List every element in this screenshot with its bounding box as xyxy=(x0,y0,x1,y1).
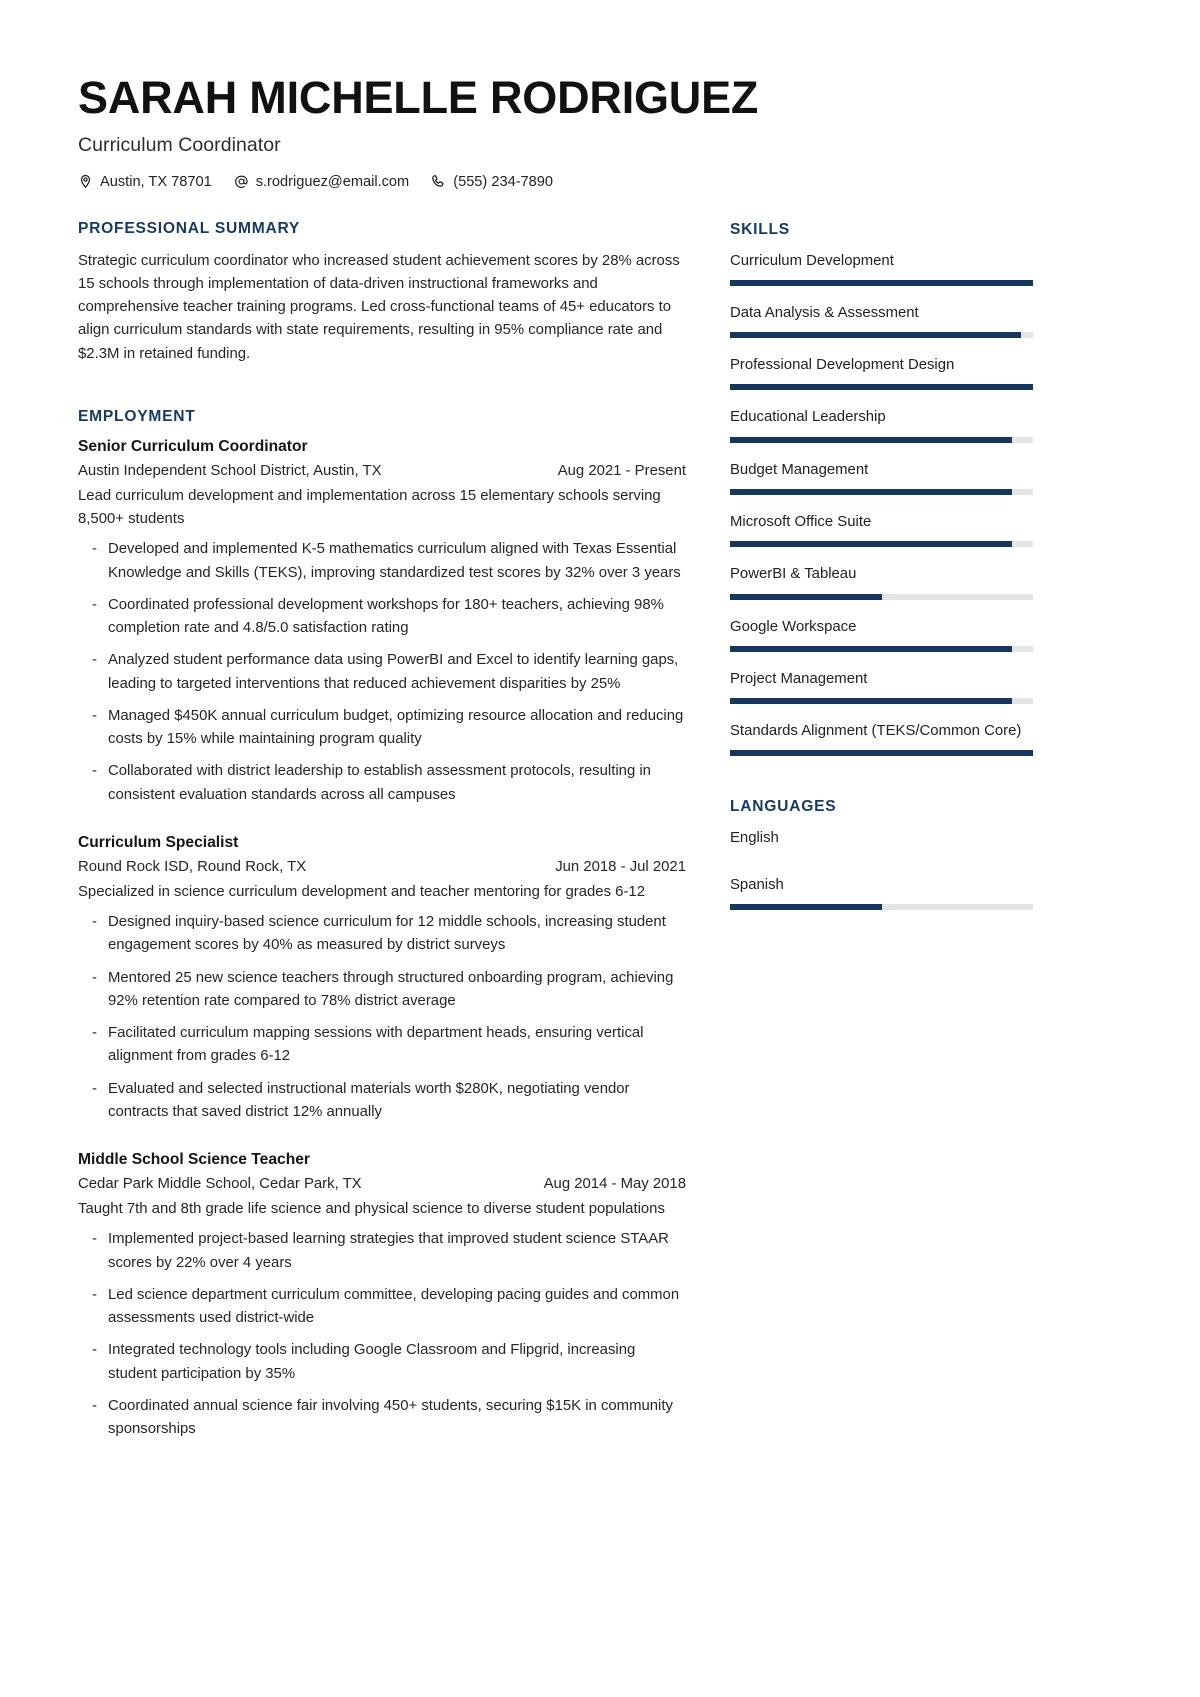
skill-level-fill xyxy=(730,437,1012,443)
job-bullet xyxy=(78,1022,686,1069)
skill-level-bar xyxy=(730,384,1033,390)
job-meta xyxy=(78,1176,686,1192)
skill-item xyxy=(730,617,1033,652)
job-bullet-list xyxy=(78,538,686,807)
language-item xyxy=(730,828,1033,874)
job-bullet-text: Integrated technology tools including Google Classroom and Flipgrid, increasing student participation by 35% xyxy=(108,1342,636,1382)
job-bullet-list xyxy=(78,911,686,1124)
bullet-dash-marker: - xyxy=(92,596,97,613)
sidebar-column xyxy=(730,220,1033,927)
job-bullet-text: Developed and implemented K-5 mathematics curriculum aligned with Texas Essential Knowledge and Skills (TEKS), improving standardized test scores by 32% over 3 years xyxy=(108,541,681,581)
job-description: Taught 7th and 8th grade life science and physical science to diverse student populations xyxy=(78,1201,665,1218)
employment-entry xyxy=(78,1151,686,1441)
skill-level-bar xyxy=(730,750,1033,756)
job-bullet xyxy=(78,1228,686,1275)
employment-list xyxy=(78,438,686,1442)
skill-item xyxy=(730,407,1033,442)
language-level-spacer xyxy=(730,858,1033,875)
job-bullet-text: Mentored 25 new science teachers through structured onboarding program, achieving 92% retention rate compared to 78% district average xyxy=(108,969,674,1009)
job-bullet-list xyxy=(78,1228,686,1441)
candidate-name: SARAH MICHELLE RODRIGUEZ xyxy=(78,72,759,123)
skills-heading: SKILLS xyxy=(730,220,790,238)
job-bullet xyxy=(78,967,686,1014)
skill-level-fill xyxy=(730,489,1012,495)
job-bullet xyxy=(78,1339,686,1386)
skill-level-bar xyxy=(730,594,1033,600)
language-level-fill xyxy=(730,904,882,910)
employment-heading: EMPLOYMENT xyxy=(78,407,196,425)
summary-heading: PROFESSIONAL SUMMARY xyxy=(78,219,301,237)
languages-heading: LANGUAGES xyxy=(730,798,837,816)
skill-level-fill xyxy=(730,594,882,600)
skill-item xyxy=(730,512,1033,547)
skill-item xyxy=(730,355,1033,390)
skill-name: Curriculum Development xyxy=(730,252,894,269)
section-employment xyxy=(78,408,686,1442)
section-professional-summary xyxy=(78,220,686,366)
bullet-dash-marker: - xyxy=(92,541,97,558)
job-bullet-text: Collaborated with district leadership to establish assessment protocols, resulting in consistent evaluation standards across all campuses xyxy=(108,763,651,803)
job-bullet xyxy=(78,1284,686,1331)
job-bullet-text: Managed $450K annual curriculum budget, optimizing resource allocation and reducing costs by 15% while maintaining program quality xyxy=(108,707,684,748)
job-role: Curriculum Specialist xyxy=(78,833,239,851)
bullet-dash-marker: - xyxy=(92,1025,97,1042)
job-bullet xyxy=(78,911,686,958)
skill-level-bar xyxy=(730,698,1033,704)
job-bullet xyxy=(78,1395,686,1442)
job-meta xyxy=(78,859,686,875)
contact-email-text: s.rodriguez@email.com xyxy=(255,173,410,190)
contact-phone-text: (555) 234-7890 xyxy=(453,173,554,190)
languages-list xyxy=(730,828,1033,910)
skill-item xyxy=(730,721,1033,756)
bullet-dash-marker: - xyxy=(92,1397,97,1414)
job-bullet-text: Coordinated professional development workshops for 180+ teachers, achieving 98% completion rate and 4.8/5.0 satisfaction rating xyxy=(108,596,664,637)
skills-list xyxy=(730,251,1033,757)
bullet-dash-marker: - xyxy=(92,914,97,931)
bullet-dash-marker: - xyxy=(92,1342,97,1359)
skill-level-bar xyxy=(730,541,1033,547)
contact-location-text: Austin, TX 78701 xyxy=(100,173,212,190)
job-bullet xyxy=(78,649,686,696)
skill-item xyxy=(730,460,1033,495)
skill-name: Google Workspace xyxy=(730,618,857,635)
bullet-dash-marker: - xyxy=(92,969,97,986)
skill-item xyxy=(730,303,1033,338)
map-pin-icon xyxy=(78,174,93,189)
skill-level-bar xyxy=(730,646,1033,652)
job-bullet xyxy=(78,705,686,752)
bullet-dash-marker: - xyxy=(92,763,97,780)
contact-row xyxy=(78,174,1030,190)
bullet-dash-marker: - xyxy=(92,707,97,724)
skill-name: Microsoft Office Suite xyxy=(730,514,872,531)
skill-level-fill xyxy=(730,280,1033,286)
section-languages xyxy=(730,798,1033,910)
job-dates: Jun 2018 - Jul 2021 xyxy=(555,858,686,875)
job-bullet-text: Facilitated curriculum mapping sessions with department heads, ensuring vertical alignment from grades 6-12 xyxy=(108,1025,644,1065)
job-bullet-text: Coordinated annual science fair involving 450+ students, securing $15K in community sponsorships xyxy=(108,1397,673,1438)
employment-entry xyxy=(78,834,686,1124)
contact-phone[interactable] xyxy=(431,174,553,190)
skill-name: Project Management xyxy=(730,670,868,687)
skill-level-fill xyxy=(730,698,1012,704)
job-bullet xyxy=(78,538,686,585)
skill-level-bar xyxy=(730,489,1033,495)
job-bullet-text: Designed inquiry-based science curriculum for 12 middle schools, increasing student engagement scores by 40% as measured by district surveys xyxy=(108,914,666,954)
skill-level-fill xyxy=(730,541,1012,547)
job-bullet-text: Evaluated and selected instructional materials worth $280K, negotiating vendor contracts that saved district 12% annually xyxy=(108,1080,630,1120)
job-description: Lead curriculum development and implementation across 15 elementary schools serving 8,500+ students xyxy=(78,487,661,528)
employment-entry xyxy=(78,438,686,807)
job-dates: Aug 2014 - May 2018 xyxy=(543,1176,686,1193)
language-name: Spanish xyxy=(730,876,784,893)
candidate-job-title: Curriculum Coordinator xyxy=(78,133,281,156)
job-company: Round Rock ISD, Round Rock, TX xyxy=(78,858,307,875)
skill-level-fill xyxy=(730,646,1012,652)
section-skills xyxy=(730,221,1033,757)
skill-level-fill xyxy=(730,750,1033,756)
skill-name: Data Analysis & Assessment xyxy=(730,304,919,321)
bullet-dash-marker: - xyxy=(92,1080,97,1097)
job-bullet-text: Analyzed student performance data using PowerBI and Excel to identify learning gaps, leading to targeted interventions that reduced achievement disparities by 25% xyxy=(108,652,679,692)
skill-name: PowerBI & Tableau xyxy=(730,566,857,583)
job-meta xyxy=(78,463,686,479)
job-role: Middle School Science Teacher xyxy=(78,1151,310,1169)
job-bullet-text: Implemented project-based learning strategies that improved student science STAAR scores by 22% over 4 years xyxy=(108,1231,669,1271)
bullet-dash-marker: - xyxy=(92,652,97,669)
skill-item xyxy=(730,564,1033,599)
resume-body xyxy=(78,220,1030,1446)
main-column xyxy=(78,220,686,1446)
skill-level-bar xyxy=(730,280,1033,286)
bullet-dash-marker: - xyxy=(92,1231,97,1248)
bullet-dash-marker: - xyxy=(92,1286,97,1303)
skill-level-bar xyxy=(730,437,1033,443)
summary-text: Strategic curriculum coordinator who increased student achievement scores by 28% across 15 schools through implementation of data-driven instructional frameworks and comprehensive teacher training programs. Led cross-functional teams of 45+ educators to align curriculum standards with state requirements, resulting in 95% compliance rate and $2.3M in retained funding. xyxy=(78,252,680,362)
phone-icon xyxy=(431,174,446,189)
skill-name: Professional Development Design xyxy=(730,357,955,374)
contact-email[interactable] xyxy=(234,174,410,190)
contact-location xyxy=(78,174,212,190)
language-level-bar xyxy=(730,904,1033,910)
skill-item xyxy=(730,251,1033,286)
language-item xyxy=(730,875,1033,910)
resume-header xyxy=(78,74,1030,190)
job-company: Cedar Park Middle School, Cedar Park, TX xyxy=(78,1176,362,1193)
skill-item xyxy=(730,669,1033,704)
at-sign-icon xyxy=(234,174,249,189)
job-role: Senior Curriculum Coordinator xyxy=(78,437,308,455)
job-description: Specialized in science curriculum development and teacher mentoring for grades 6-12 xyxy=(78,883,645,900)
skill-name: Standards Alignment (TEKS/Common Core) xyxy=(730,723,1022,740)
job-company: Austin Independent School District, Austin, TX xyxy=(78,462,382,479)
job-dates: Aug 2021 - Present xyxy=(557,462,686,479)
job-bullet xyxy=(78,1078,686,1125)
job-bullet-text: Led science department curriculum committee, developing pacing guides and common assessments used district-wide xyxy=(108,1286,680,1327)
skill-name: Educational Leadership xyxy=(730,409,886,426)
skill-level-fill xyxy=(730,384,1033,390)
skill-level-fill xyxy=(730,332,1021,338)
skill-name: Budget Management xyxy=(730,461,869,478)
job-bullet xyxy=(78,760,686,807)
job-bullet xyxy=(78,594,686,641)
language-name: English xyxy=(730,830,779,847)
skill-level-bar xyxy=(730,332,1033,338)
